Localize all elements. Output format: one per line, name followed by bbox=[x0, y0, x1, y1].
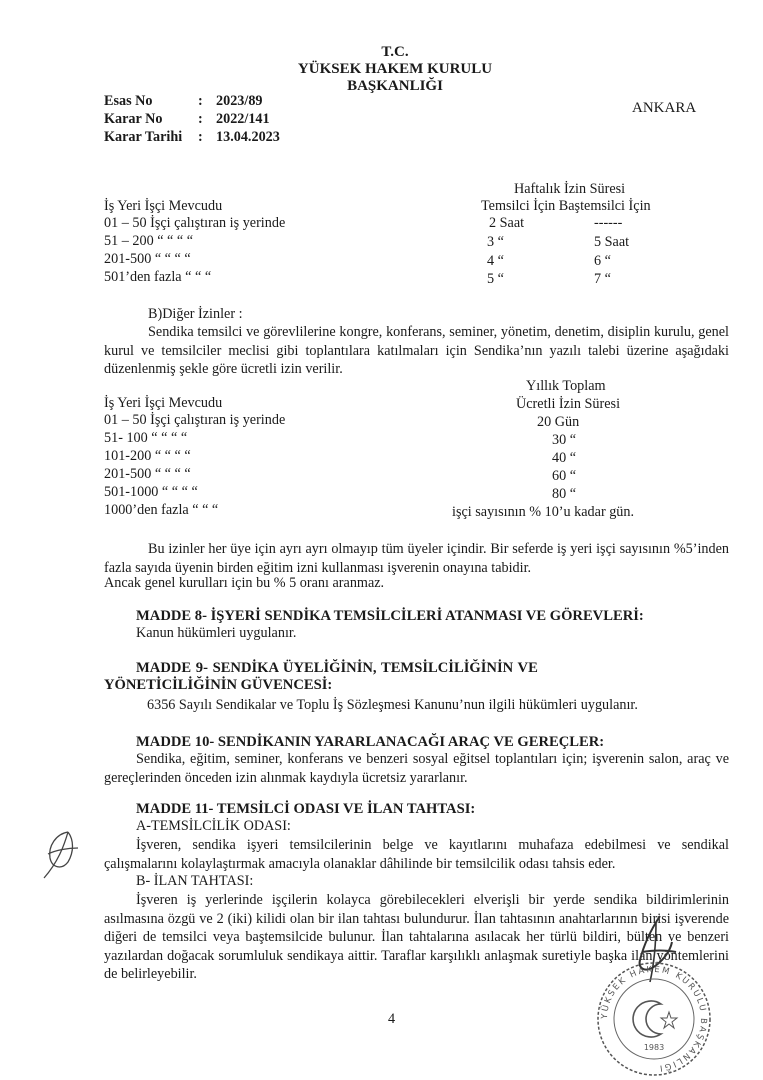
madde-11-body-a: İşveren, sendika işyeri temsilcilerinin belge ve kayıtlarını muhafaza edebilmesi ve sendikal çalışmalarını kolaylaştırmak amacıyla olanaklar dâhilinde bir temsilcilik odası tahsis eder. bbox=[104, 837, 729, 872]
madde-11-body-b: İşveren iş yerlerinde işçilerin kolayca görebilecekleri elverişli bir yerde sendika bildirimlerinin asılmasına özgü ve 2 (iki) kilidi olan bir ilan tahtası bulundurur. İlan tahtasının anahtarlarının birisi işverende diğeri de temsilci veya baştemsilcide bulunur. İlan tahtalarına asılacak her türlü bildiri, bülten ve benzeri yazılardan doğacak sorumluluk sendikaya aittir. Taraflar karşılıklı anlaşmak suretiyle başka ilan yöntemlerini de belirleyebilir. bbox=[104, 892, 729, 983]
madde-9-body: 6356 Sayılı Sendikalar ve Toplu İş Sözleşmesi Kanunu’nun ilgili hükümleri uygulanır. bbox=[147, 697, 638, 713]
handwritten-initial bbox=[38, 826, 86, 882]
annual-row-value: 20 Gün bbox=[537, 414, 580, 430]
header-city: ANKARA bbox=[632, 100, 697, 116]
annual-row-label: 01 – 50 İşçi çalıştıran iş yerinde bbox=[104, 412, 286, 428]
header-institution: YÜKSEK HAKEM KURULU bbox=[297, 61, 493, 77]
madde-10-body: Sendika, eğitim, seminer, konferans ve benzeri sosyal eğitsel toplantıları için; işverenin salon, araç ve gereçlerinden önceden izin alınmak kaydıyla ücretsiz yararlanır. bbox=[104, 751, 729, 786]
meta-label: Karar No bbox=[104, 111, 163, 127]
annual-left-title: İş Yeri İşçi Mevcudu bbox=[104, 395, 223, 411]
meta-label: Esas No bbox=[104, 93, 153, 109]
annual-row-label: 201-500 “ “ “ “ bbox=[104, 466, 191, 482]
annual-row-value: 80 “ bbox=[552, 486, 577, 502]
official-stamp bbox=[595, 960, 713, 1078]
madde-11-sub-b: B- İLAN TAHTASI: bbox=[136, 873, 254, 889]
madde-9-title: MADDE 9- SENDİKA ÜYELİĞİNİN, TEMSİLCİLİĞİNİN VE bbox=[136, 660, 538, 676]
annual-row-value: işçi sayısının % 10’u kadar gün. bbox=[452, 504, 635, 520]
weekly-row-bas: 6 “ bbox=[594, 253, 611, 269]
annual-row-label: 101-200 “ “ “ “ bbox=[104, 448, 191, 464]
madde-11-sub-a: A-TEMSİLCİLİK ODASI: bbox=[136, 818, 291, 834]
weekly-row-label: 201-500 “ “ “ “ bbox=[104, 251, 191, 267]
annual-row-value: 60 “ bbox=[552, 468, 577, 484]
meta-sep: : bbox=[198, 111, 203, 127]
weekly-title-1: Haftalık İzin Süresi bbox=[514, 181, 626, 197]
weekly-left-title: İş Yeri İşçi Mevcudu bbox=[104, 198, 223, 214]
weekly-row-label: 01 – 50 İşçi çalıştıran iş yerinde bbox=[104, 215, 286, 231]
annual-row-label: 1000’den fazla “ “ “ bbox=[104, 502, 219, 518]
weekly-row-temsilci: 2 Saat bbox=[489, 215, 525, 231]
page-number: 4 bbox=[388, 1011, 396, 1027]
weekly-row-bas: ------ bbox=[594, 215, 623, 231]
meta-label: Karar Tarihi bbox=[104, 129, 183, 145]
meta-sep: : bbox=[198, 129, 203, 145]
meta-value: 2022/141 bbox=[216, 111, 270, 127]
weekly-row-temsilci: 5 “ bbox=[487, 271, 504, 287]
annual-row-value: 30 “ bbox=[552, 432, 577, 448]
madde-9-title-cont: YÖNETİCİLİĞİNİN GÜVENCESİ: bbox=[104, 677, 333, 693]
madde-8-body: Kanun hükümleri uygulanır. bbox=[136, 625, 297, 641]
other-leave-note: Bu izinler her üye için ayrı ayrı olmayıp tüm üyeler içindir. Bir seferde iş yeri işçi sayısının %5’inden fazla sayıda üyenin birden eğitim izni kullanması işverenin onayına tabidir. bbox=[104, 541, 729, 576]
meta-value: 13.04.2023 bbox=[216, 129, 280, 145]
weekly-row-label: 501’den fazla “ “ “ bbox=[104, 269, 212, 285]
madde-10-title: MADDE 10- SENDİKANIN YARARLANACAĞI ARAÇ VE GEREÇLER: bbox=[136, 734, 605, 750]
svg-text:YÜKSEK HAKEM KURULU BAŞKANLIĞI bbox=[600, 965, 709, 1074]
header-presidency: BAŞKANLIĞI bbox=[347, 78, 443, 94]
meta-sep: : bbox=[198, 93, 203, 109]
stamp-year: 1983 bbox=[643, 1043, 665, 1052]
weekly-row-bas: 5 Saat bbox=[594, 234, 630, 250]
other-leave-paragraph: Sendika temsilci ve görevlilerine kongre, konferans, seminer, yönetim, denetim, disiplin kurulu, genel kurul ve temsilciler meclisi gibi toplantılara katılmaları için Sendika’nın yazılı talebi üzerine aşağıdaki düzenlenmiş şekle göre ücretli izin verilir. bbox=[104, 324, 729, 378]
annual-title-1: Yıllık Toplam bbox=[526, 378, 606, 394]
weekly-row-bas: 7 “ bbox=[594, 271, 611, 287]
weekly-row-temsilci: 3 “ bbox=[487, 234, 504, 250]
other-leave-heading: B)Diğer İzinler : bbox=[148, 306, 243, 322]
madde-8-title: MADDE 8- İŞYERİ SENDİKA TEMSİLCİLERİ ATANMASI VE GÖREVLERİ: bbox=[136, 608, 644, 624]
annual-row-label: 51- 100 “ “ “ “ bbox=[104, 430, 188, 446]
weekly-title-2: Temsilci İçin Baştemsilci İçin bbox=[481, 198, 651, 214]
meta-value: 2023/89 bbox=[216, 93, 263, 109]
madde-11-title: MADDE 11- TEMSİLCİ ODASI VE İLAN TAHTASI: bbox=[136, 801, 476, 817]
stamp-text: YÜKSEK HAKEM KURULU BAŞKANLIĞI bbox=[599, 964, 709, 1073]
header-tc: T.C. bbox=[381, 44, 409, 60]
annual-row-value: 40 “ bbox=[552, 450, 577, 466]
other-leave-note-2: Ancak genel kurulları için bu % 5 oranı aranmaz. bbox=[104, 575, 385, 591]
annual-row-label: 501-1000 “ “ “ “ bbox=[104, 484, 198, 500]
weekly-row-label: 51 – 200 “ “ “ “ bbox=[104, 233, 194, 249]
annual-title-2: Ücretli İzin Süresi bbox=[516, 396, 621, 412]
weekly-row-temsilci: 4 “ bbox=[487, 253, 504, 269]
